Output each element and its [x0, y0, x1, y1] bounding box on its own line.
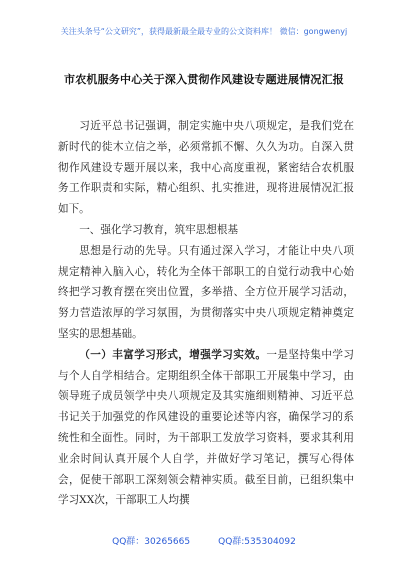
subsection-text: 一是坚持集中学习与个人自学相结合。定期组织全体干部职工开展集中学习，由领导班子成员领学中央八项规定及其实施细则精神、习近平总书记关于加强党的作风建设的重要论述等内容，确保学习的系统性和全面性。同时，为干部职工发放学习资料，要求其利用业余时间认真开展个人自学，并做好学习笔记，撰写心得体会，促使干部职工深刻领会精神实质。截至目前，已组织集中学习XX次，干部职工人均撰 — [58, 348, 355, 507]
document-body — [58, 116, 354, 511]
subsection-heading: （一）丰富学习形式，增强学习实效。 — [79, 348, 267, 361]
footer-qq-group-1: QQ群：30265665 — [112, 537, 191, 547]
section-heading: 一、强化学习教育，筑牢思想根基 — [79, 223, 239, 236]
document-title: 市农机服务中心关于深入贯彻作风建设专题进展情况汇报 — [64, 73, 344, 86]
section-paragraph: 思想是行动的先导。只有通过深入学习，才能让中央八项规定精神入脑入心，转化为全体干部职工的自觉行动我中心始终把学习教育摆在突出位置，多举措、全方位开展学习活动，努力营造浓厚的学习氛围，为贯彻落实中央八项规定精神奠定坚实的思想基础。 — [58, 244, 354, 340]
header-notice: 关注头条号“公文研究”，获得最新最全最专业的公文资料库！ 微信：gongwenyj — [60, 27, 348, 36]
footer-qq-group-2: QQ群:535304092 — [218, 537, 296, 547]
subsection-paragraph — [58, 345, 354, 511]
footer — [0, 534, 408, 547]
intro-paragraph: 习近平总书记强调，制定实施中央八项规定，是我们党在新时代的徙木立信之举，必须常抓不懈、久久为功。自深入贯彻作风建设专题开展以来，我中心高度重视，紧密结合农机服务工作职责和实际，精心组织、扎实推进，现将进展情况汇报如下。 — [58, 120, 354, 216]
